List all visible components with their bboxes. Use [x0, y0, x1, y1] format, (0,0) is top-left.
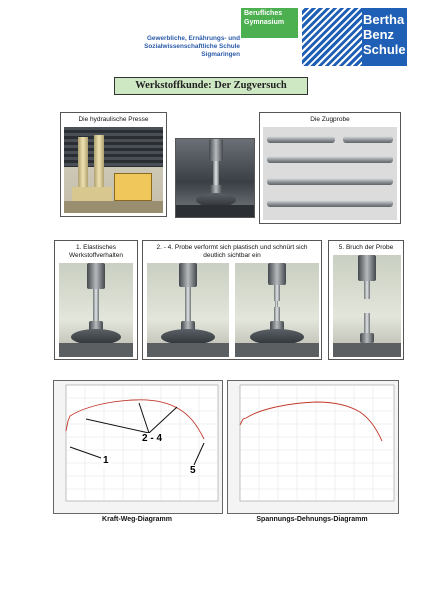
logo-line-2: Benz: [363, 27, 395, 42]
stress-chart-caption: Spannungs-Dehnungs-Diagramm: [256, 516, 368, 523]
school-line-3: Sigmaringen: [201, 51, 240, 58]
logo-text: [363, 12, 406, 57]
force-chart-caption: Kraft-Weg-Diagramm: [102, 516, 172, 523]
elastic-panel: [54, 240, 138, 360]
gym-line-2: Gymnasium: [244, 18, 285, 26]
logo-line-3: Schule: [363, 42, 406, 57]
stress-strain-chart: [227, 380, 399, 514]
plastic-photo-1: [147, 263, 229, 357]
fracture-caption: 5. Bruch der Probe: [338, 244, 394, 251]
gymnasium-badge: [241, 8, 298, 38]
test-machine-photo: [175, 138, 255, 218]
school-logo: [302, 8, 407, 66]
stress-chart-svg: [228, 381, 398, 513]
plastic-panel: [142, 240, 322, 360]
plastic-photo-2: [235, 263, 319, 357]
force-displacement-chart: [53, 380, 223, 514]
elastic-photo: [59, 263, 133, 357]
gym-line-1: Berufliches: [244, 10, 283, 17]
plastic-caption: 2. - 4. Probe verformt sich plastisch und schnürt sich deutlich sichtbar ein: [156, 244, 308, 259]
press-caption: Die hydraulische Presse: [78, 116, 149, 123]
fracture-panel: [328, 240, 404, 360]
logo-stripes: [302, 8, 362, 66]
school-line-1: Gewerbliche, Ernährungs- und: [146, 35, 240, 42]
elastic-caption: 1. Elastisches Werkstoffverhalten: [69, 244, 123, 259]
annotation-5: 5: [190, 465, 196, 476]
school-name: [120, 35, 240, 59]
fracture-photo: [333, 255, 401, 357]
annotation-1: 1: [103, 455, 109, 466]
specimen-panel: [259, 112, 401, 224]
school-line-2: Sozialwissenschaftliche Schule: [144, 43, 240, 50]
specimen-photo: [263, 127, 397, 220]
hydraulic-press-photo: [64, 127, 163, 213]
force-chart-svg: [54, 381, 222, 513]
annotation-2-4: 2 - 4: [142, 433, 163, 444]
specimen-caption: Die Zugprobe: [310, 116, 350, 123]
press-panel: [60, 112, 167, 217]
logo-line-1: Bertha: [363, 12, 405, 27]
page-title: Werkstoffkunde: Der Zugversuch: [114, 77, 308, 95]
